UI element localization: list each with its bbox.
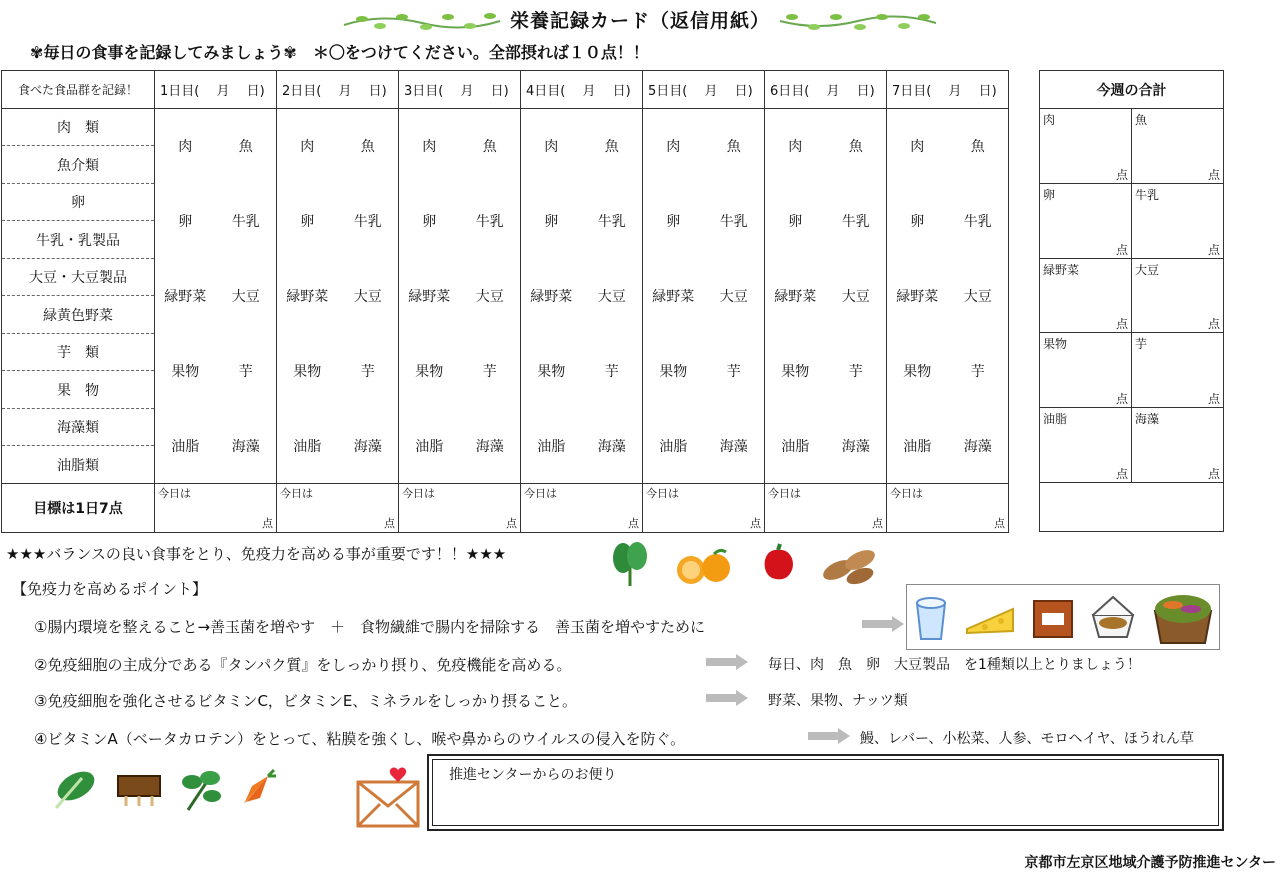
today-cell[interactable]: 今日は 点: [643, 483, 765, 532]
food-item[interactable]: 油脂: [415, 438, 444, 455]
food-item[interactable]: 油脂: [171, 438, 200, 455]
points-header: 【免疫力を高めるポイント】: [12, 580, 208, 598]
food-item[interactable]: 卵: [910, 214, 925, 231]
food-item[interactable]: 芋: [360, 363, 375, 380]
food-item[interactable]: 肉: [300, 139, 315, 156]
today-cell[interactable]: 今日は 点: [277, 483, 399, 532]
food-item[interactable]: 肉: [544, 139, 559, 156]
day-header[interactable]: 3日目( 月 日): [399, 71, 521, 109]
goal-row: [2, 483, 1009, 532]
day-header[interactable]: 5日目( 月 日): [643, 71, 765, 109]
envelope-icon: [354, 760, 422, 830]
food-item[interactable]: 海藻: [353, 438, 382, 455]
food-item[interactable]: 芋: [238, 363, 253, 380]
record-table: [1, 70, 1009, 533]
food-item[interactable]: 油脂: [903, 438, 932, 455]
cheese-icon: [965, 599, 1015, 637]
miso-icon: [1031, 595, 1075, 641]
vine-icon: [342, 11, 502, 33]
almond-icon: [820, 540, 884, 586]
food-item[interactable]: 大豆: [475, 288, 504, 305]
spinach-icon: [610, 540, 650, 588]
point-4: ④ビタミンA（ベータカロテン）をとって、粘膜を強くし、喉や鼻からのウイルスの侵入を防ぐ。: [34, 730, 686, 748]
food-item[interactable]: 牛乳: [963, 214, 992, 231]
food-item[interactable]: 海藻: [841, 438, 870, 455]
today-cell[interactable]: 今日は 点: [521, 483, 643, 532]
food-item[interactable]: 果物: [781, 363, 810, 380]
food-item[interactable]: 肉: [422, 139, 437, 156]
food-item[interactable]: 緑野菜: [530, 288, 573, 305]
food-item[interactable]: 魚: [970, 139, 985, 156]
food-item[interactable]: 大豆: [719, 288, 748, 305]
title-row: [0, 6, 1280, 33]
food-item[interactable]: 芋: [604, 363, 619, 380]
letter-box[interactable]: [427, 754, 1224, 831]
category-label: 油脂類: [2, 446, 155, 484]
food-item[interactable]: 芋: [726, 363, 741, 380]
food-item[interactable]: 牛乳: [597, 214, 626, 231]
category-label: 牛乳・乳製品: [2, 221, 155, 258]
food-item[interactable]: 魚: [604, 139, 619, 156]
food-item[interactable]: 緑野菜: [774, 288, 817, 305]
orange-icon: [674, 546, 732, 586]
food-item[interactable]: 魚: [726, 139, 741, 156]
fermented-food-box: [906, 584, 1220, 650]
subtitle: ✾毎日の食事を記録してみましょう✾ ＊〇をつけてください。全部摂れば１０点！！: [30, 43, 649, 62]
category-label: 卵: [2, 183, 155, 220]
point-3: ③免疫細胞を強化させるビタミンC，ビタミンE、ミネラルをしっかり摂ること。: [34, 692, 577, 710]
day-column: [521, 109, 643, 484]
day-column: [765, 109, 887, 484]
weekly-cell[interactable]: 魚 点: [1132, 109, 1224, 184]
eel-icon: [114, 770, 164, 808]
food-item[interactable]: 肉: [910, 139, 925, 156]
day-header[interactable]: 1日目( 月 日): [155, 71, 277, 109]
category-label: 大豆・大豆製品: [2, 258, 155, 295]
food-item[interactable]: 果物: [659, 363, 688, 380]
food-item[interactable]: 果物: [903, 363, 932, 380]
food-item[interactable]: 緑野菜: [286, 288, 329, 305]
food-item[interactable]: 大豆: [597, 288, 626, 305]
balance-message: ★★★バランスの良い食事をとり、免疫力を高める事が重要です！！★★★: [6, 545, 507, 563]
day-column: [155, 109, 277, 484]
day-column: [399, 109, 521, 484]
food-item[interactable]: 芋: [848, 363, 863, 380]
food-item[interactable]: 海藻: [963, 438, 992, 455]
food-item[interactable]: 大豆: [353, 288, 382, 305]
vine-icon: [778, 11, 938, 33]
arrow-icon: [706, 690, 748, 706]
point-2-note: 毎日、肉 魚 卵 大豆製品 を1種類以上とりましょう！: [768, 657, 1141, 673]
day-header[interactable]: 7日目( 月 日): [887, 71, 1009, 109]
food-item[interactable]: 海藻: [719, 438, 748, 455]
arrow-icon: [808, 728, 850, 744]
food-item[interactable]: 果物: [171, 363, 200, 380]
point-3-note: 野菜、果物、ナッツ類: [768, 693, 908, 709]
weekly-cell[interactable]: 緑野菜 点: [1040, 258, 1132, 333]
day-header[interactable]: 4日目( 月 日): [521, 71, 643, 109]
weekly-cell[interactable]: 肉 点: [1040, 109, 1132, 184]
yogurt-icon: [913, 593, 949, 643]
food-item[interactable]: 油脂: [781, 438, 810, 455]
weekly-total-table: [1039, 70, 1224, 532]
food-item[interactable]: 魚: [482, 139, 497, 156]
food-item[interactable]: 大豆: [231, 288, 260, 305]
header-row: [2, 71, 1009, 109]
food-item[interactable]: 卵: [422, 214, 437, 231]
food-item[interactable]: 肉: [178, 139, 193, 156]
paprika-icon: [758, 542, 798, 582]
category-label: 肉 類: [2, 109, 155, 146]
point-4-note: 鰻、レバー、小松菜、人参、モロヘイヤ、ほうれん草: [860, 731, 1194, 747]
food-item[interactable]: 大豆: [963, 288, 992, 305]
food-item[interactable]: 卵: [666, 214, 681, 231]
food-item[interactable]: 果物: [415, 363, 444, 380]
day-column: [643, 109, 765, 484]
carrot-icon: [238, 768, 278, 808]
food-item[interactable]: 牛乳: [841, 214, 870, 231]
food-item[interactable]: 油脂: [293, 438, 322, 455]
food-item[interactable]: 牛乳: [475, 214, 504, 231]
category-label: 芋 類: [2, 333, 155, 370]
category-label: 緑黄色野菜: [2, 296, 155, 333]
food-item[interactable]: 油脂: [537, 438, 566, 455]
food-item[interactable]: 緑野菜: [408, 288, 451, 305]
food-item[interactable]: 果物: [537, 363, 566, 380]
food-item[interactable]: 牛乳: [231, 214, 260, 231]
food-item[interactable]: 肉: [666, 139, 681, 156]
weekly-title: 今週の合計: [1040, 71, 1224, 109]
weekly-cell[interactable]: 牛乳 点: [1132, 183, 1224, 258]
food-item[interactable]: 牛乳: [719, 214, 748, 231]
arrow-icon: [706, 654, 748, 670]
food-item[interactable]: 卵: [788, 214, 803, 231]
arrow-icon: [862, 616, 904, 632]
food-item[interactable]: 卵: [544, 214, 559, 231]
category-label: 果 物: [2, 371, 155, 408]
day-column: [277, 109, 399, 484]
greens-icon: [178, 766, 226, 812]
nukazuke-icon: [1151, 587, 1215, 647]
food-item[interactable]: 緑野菜: [164, 288, 207, 305]
letter-box-label: 推進センターからのお便り: [449, 767, 617, 783]
food-item[interactable]: 卵: [178, 214, 193, 231]
today-cell[interactable]: 今日は 点: [399, 483, 521, 532]
point-1: ①腸内環境を整えること→善玉菌を増やす ＋ 食物繊維で腸内を掃除する 善玉菌を増やすために: [34, 618, 706, 636]
weekly-cell[interactable]: 卵 点: [1040, 183, 1132, 258]
day-column: [887, 109, 1009, 484]
weekly-cell[interactable]: 大豆 点: [1132, 258, 1224, 333]
category-label: 魚介類: [2, 146, 155, 183]
weekly-total-cell[interactable]: [1040, 482, 1224, 531]
food-item[interactable]: 海藻: [475, 438, 504, 455]
food-item[interactable]: 大豆: [841, 288, 870, 305]
corner-label: 食べた食品群を記録！: [2, 71, 155, 109]
day-header[interactable]: 2日目( 月 日): [277, 71, 399, 109]
today-cell[interactable]: 今日は 点: [765, 483, 887, 532]
goal-label: 目標は1日7点: [2, 483, 155, 532]
day-header[interactable]: 6日目( 月 日): [765, 71, 887, 109]
natto-icon: [1087, 593, 1139, 643]
komatsuna-icon: [52, 768, 98, 810]
page-title: 栄養記録カード（返信用紙）: [509, 10, 770, 32]
weekly-cell[interactable]: 海藻 点: [1132, 408, 1224, 483]
food-item[interactable]: 緑野菜: [896, 288, 939, 305]
food-item[interactable]: 肉: [788, 139, 803, 156]
food-item[interactable]: 果物: [293, 363, 322, 380]
food-item[interactable]: 芋: [482, 363, 497, 380]
food-item[interactable]: 魚: [238, 139, 253, 156]
point-2: ②免疫細胞の主成分である『タンパク質』をしっかり摂り、免疫機能を高める。: [34, 656, 572, 674]
category-label: 海藻類: [2, 408, 155, 445]
food-item[interactable]: 芋: [970, 363, 985, 380]
food-item[interactable]: 魚: [360, 139, 375, 156]
weekly-cell[interactable]: 芋 点: [1132, 333, 1224, 408]
weekly-cell[interactable]: 油脂 点: [1040, 408, 1132, 483]
food-item[interactable]: 海藻: [231, 438, 260, 455]
food-item[interactable]: 緑野菜: [652, 288, 695, 305]
food-item[interactable]: 魚: [848, 139, 863, 156]
food-item[interactable]: 卵: [300, 214, 315, 231]
footer-organization: 京都市左京区地域介護予防推進センター: [1024, 855, 1276, 871]
food-item[interactable]: 海藻: [597, 438, 626, 455]
food-item[interactable]: 牛乳: [353, 214, 382, 231]
today-cell[interactable]: 今日は 点: [155, 483, 277, 532]
weekly-cell[interactable]: 果物 点: [1040, 333, 1132, 408]
today-cell[interactable]: 今日は 点: [887, 483, 1009, 532]
food-item[interactable]: 油脂: [659, 438, 688, 455]
